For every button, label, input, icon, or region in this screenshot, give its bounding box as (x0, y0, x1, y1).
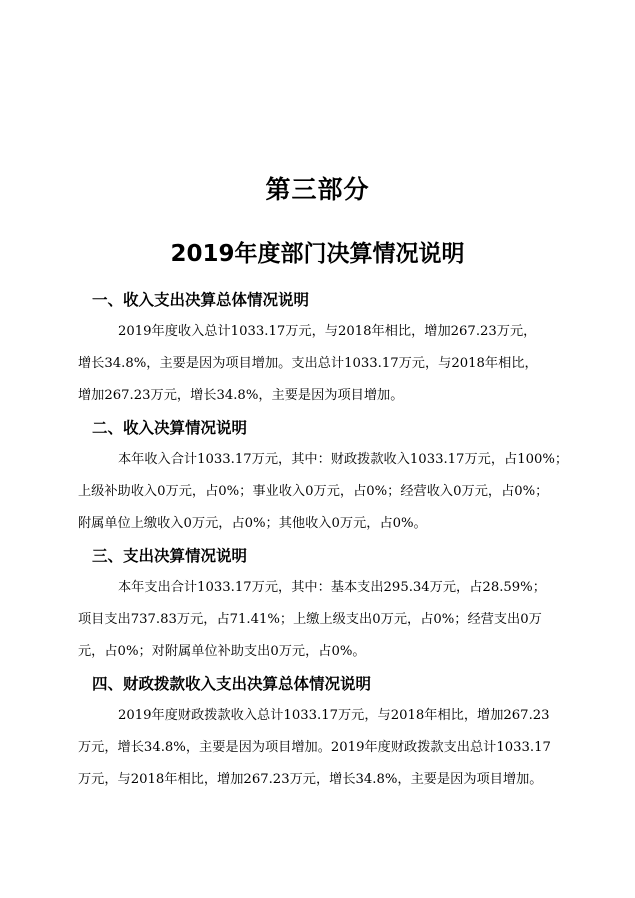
paragraph-line: 万元，增长34.8%，主要是因为项目增加。2019年度财政拨款支出总计1033.17 (78, 740, 551, 755)
document-title: 2019年度部门决算情况说明 (170, 241, 465, 267)
section-heading: 三、支出决算情况说明 (92, 547, 248, 565)
section-paragraph (78, 316, 568, 412)
section-income-expense-overview (78, 286, 568, 412)
paragraph-line: 2019年度财政拨款收入总计1033.17万元，与2018年相比，增加267.23 (118, 708, 550, 723)
paragraph-line: 2019年度收入总计1033.17万元，与2018年相比，增加267.23万元， (118, 324, 537, 339)
section-expense (78, 542, 568, 668)
paragraph-line: 增长34.8%，主要是因为项目增加。支出总计1033.17万元，与2018年相比， (78, 356, 538, 371)
section-heading: 四、财政拨款收入支出决算总体情况说明 (92, 675, 372, 693)
section-heading: 一、收入支出决算总体情况说明 (92, 291, 310, 309)
paragraph-line: 本年支出合计1033.17万元，其中：基本支出295.34万元，占28.59%； (118, 580, 546, 595)
paragraph-line: 元，占0%；对附属单位补助支出0万元，占0%。 (78, 644, 366, 659)
paragraph-line: 附属单位上缴收入0万元，占0%；其他收入0万元，占0%。 (78, 516, 427, 531)
paragraph-line: 上级补助收入0万元，占0%；事业收入0万元，占0%；经营收入0万元，占0%； (78, 484, 549, 499)
section-paragraph (78, 700, 568, 796)
section-income (78, 414, 568, 540)
paragraph-line: 本年收入合计1033.17万元，其中：财政拨款收入1033.17万元，占100%； (118, 452, 569, 467)
paragraph-line: 增加267.23万元，增长34.8%，主要是因为项目增加。 (78, 388, 404, 403)
section-paragraph (78, 444, 568, 540)
paragraph-line: 万元，与2018年相比，增加267.23万元，增长34.8%，主要是因为项目增加。 (78, 772, 543, 787)
paragraph-line: 项目支出737.83万元，占71.41%；上缴上级支出0万元，占0%；经营支出0万 (78, 612, 542, 627)
section-fiscal-appropriation (78, 670, 568, 796)
section-heading: 二、收入决算情况说明 (92, 419, 248, 437)
part-title: 第三部分 (265, 175, 370, 204)
section-paragraph (78, 572, 568, 668)
